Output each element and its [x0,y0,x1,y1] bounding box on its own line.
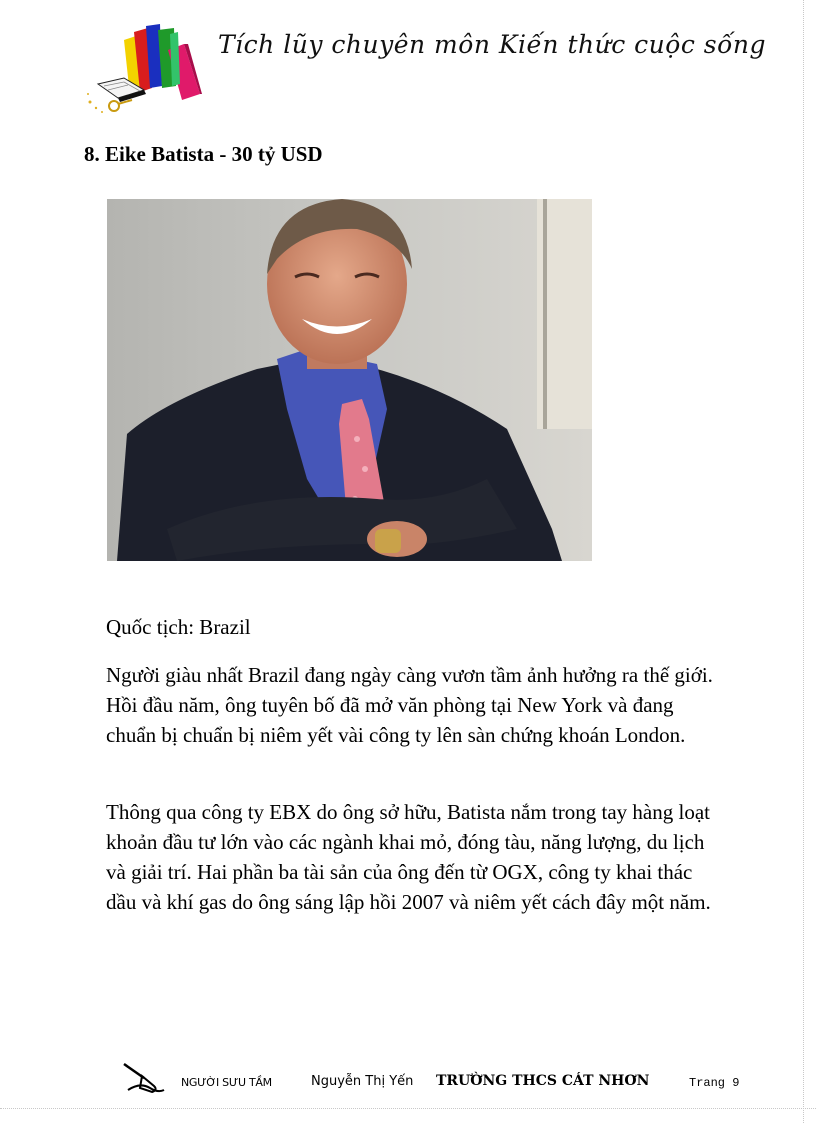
pen-writing-icon [120,1060,166,1096]
portrait-photo [107,199,592,561]
page-border-bottom [0,1108,816,1109]
article-heading: 8. Eike Batista - 30 tỷ USD [84,142,323,166]
books-stack-icon [84,14,206,114]
author-name: Nguyễn Thị Yến [311,1074,414,1089]
nationality-line: Quốc tịch: Brazil [106,615,251,639]
page-border-right [803,0,804,1123]
page-number: Trang 9 [689,1076,740,1090]
paragraph-1: Người giàu nhất Brazil đang ngày càng vươn tầm ảnh hưởng ra thế giới. Hồi đầu năm, ông tuyên bố đã mở văn phòng tại New York và đang chuẩn bị chuẩn bị niêm yết vài công ty lên sàn chứng khoán London. [106,663,713,747]
header-title: Tích lũy chuyên môn Kiến thức cuộc sống [218,30,766,59]
collector-label: NGƯỜI SƯU TẦM [181,1076,272,1089]
page-footer [0,1060,816,1100]
paragraph-2: Thông qua công ty EBX do ông sở hữu, Batista nắm trong tay hàng loạt khoản đầu tư lớn vào các ngành khai mỏ, đóng tàu, năng lượng, du lịch và giải trí. Hai phần ba tài sản của ông đến từ OGX, công ty khai thác dầu và khí gas do ông sáng lập hồi 2007 và niêm yết cách đây một năm. [106,800,711,914]
school-name: TRƯỜNG THCS CÁT NHƠN [436,1073,650,1089]
